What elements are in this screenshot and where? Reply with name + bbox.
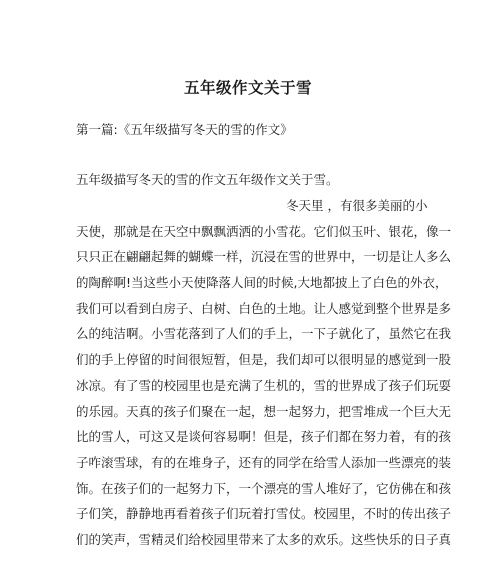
text-line: 们的笑声，雪精灵们给校园里带来了太多的欢乐。这些快乐的日子真 (76, 531, 452, 547)
text-line: 饰。在孩子们的一起努力下，一个漂亮的雪人堆好了，它仿佛在和孩 (76, 480, 452, 496)
text-line: 子们笑，静静地再看着孩子们玩着打雪仗。校园里，不时的传出孩子 (76, 506, 452, 522)
text-line: 只只正在翩翩起舞的蝴蝶一样，沉浸在雪的世界中，一切是让人多么 (76, 249, 452, 265)
text-line: 比的雪人，可这又是谈何容易啊！但是，孩子们都在努力着，有的孩 (76, 429, 452, 445)
text-line: 的陶醉啊!当这些小天使降落人间的时候,大地都披上了白色的外衣， (76, 275, 448, 291)
text-line: 冬天里 ，有很多美丽的小 (286, 198, 428, 213)
document-title: 五年级作文关于雪 (183, 79, 312, 97)
body-paragraph (76, 197, 452, 557)
text-line: 我们可以看到白房子、白树、白色的土地。让人感觉到整个世界是多 (76, 300, 452, 316)
text-line: 么的纯洁啊。小雪花落到了人们的手上，一下子就化了，虽然它在我 (76, 326, 452, 342)
text-line: 天使，那就是在天空中飘飘洒洒的小雪花。它们似玉叶、银花，像一 (76, 223, 452, 239)
text-line: 冰凉。有了雪的校园里也是充满了生机的，雪的世界成了孩子们玩耍 (76, 377, 452, 393)
text-line: 的乐园。天真的孩子们聚在一起，想一起努力，把雪堆成一个巨大无 (76, 403, 452, 419)
text-line: 们的手上停留的时间很短暂，但是，我们却可以很明显的感觉到一股 (76, 352, 452, 368)
text-line: 子咋滚雪球，有的在堆身子，还有的同学在给雪人添加一些漂亮的装 (76, 454, 452, 470)
section-heading: 第一篇:《五年级描写冬天的雪的作文》 (76, 122, 293, 137)
intro-paragraph: 五年级描写冬天的雪的作文五年级作文关于雪。 (76, 172, 339, 187)
